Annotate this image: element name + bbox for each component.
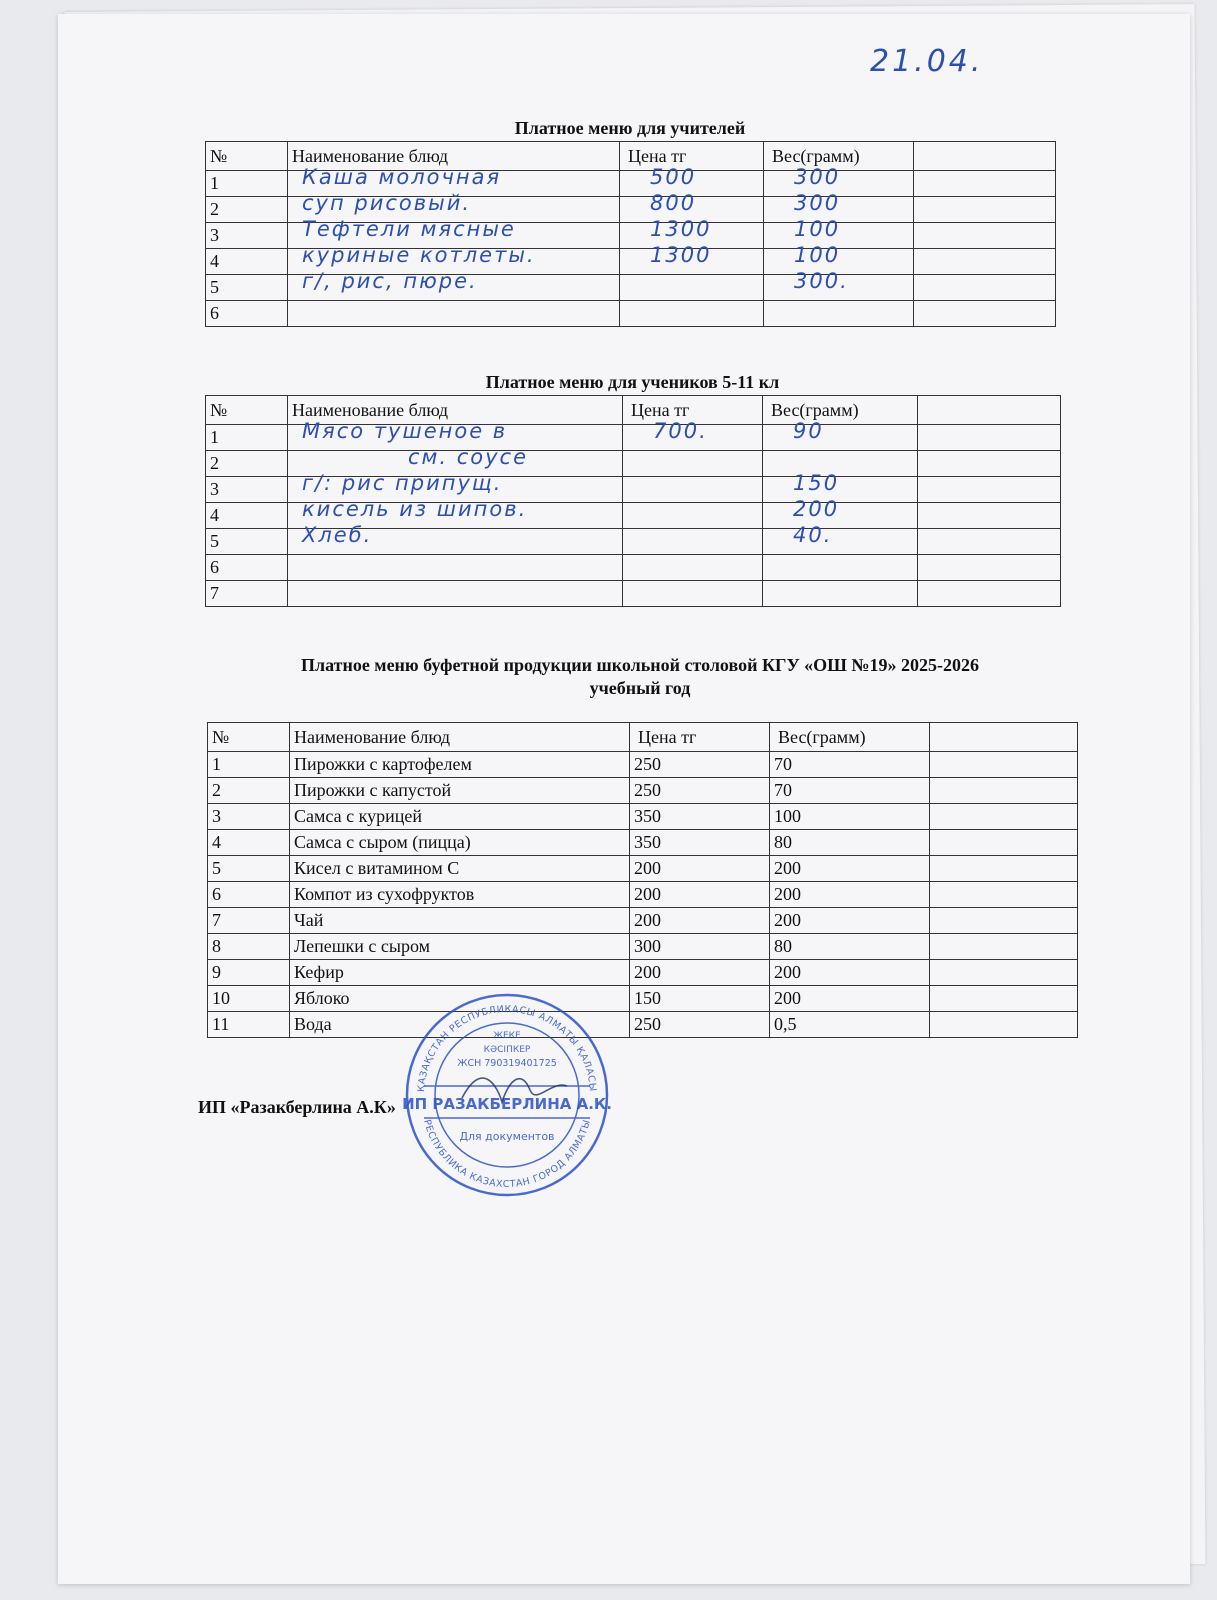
cell-name <box>288 555 623 581</box>
header-cell: № <box>206 396 288 425</box>
cell-price <box>620 243 764 275</box>
cell-n: 6 <box>206 301 288 327</box>
table-row <box>208 1012 1078 1038</box>
cell-empty <box>918 503 1061 529</box>
stamp-line2: КӘСІПКЕР <box>483 1045 531 1055</box>
cell-name: Самса с сыром (пицца) <box>290 830 630 856</box>
cell-weight <box>764 301 914 327</box>
cell-empty <box>930 908 1078 934</box>
cell-weight: 70 <box>770 778 930 804</box>
cell-n: 7 <box>208 908 290 934</box>
cell-empty <box>914 301 1056 327</box>
cell-price <box>623 451 763 477</box>
handwritten-weight: 200 <box>793 497 840 521</box>
cell-name: Вода <box>290 1012 630 1038</box>
cell-empty <box>914 171 1056 197</box>
stamp-line1: ЖЕКЕ <box>493 1031 521 1041</box>
handwritten-name: г/, рис, пюре. <box>302 269 478 293</box>
header-cell <box>918 396 1061 425</box>
handwritten-name: суп рисовый. <box>302 191 472 215</box>
header-cell: Вес(грамм) <box>764 142 914 171</box>
handwritten-weight: 150 <box>793 471 840 495</box>
cell-n: 3 <box>208 804 290 830</box>
cell-n: 2 <box>206 451 288 477</box>
cell-n: 7 <box>206 581 288 607</box>
cell-n: 11 <box>208 1012 290 1038</box>
header-cell: Цена тг <box>623 396 763 425</box>
cell-n: 4 <box>206 249 288 275</box>
round-stamp-icon <box>402 990 612 1200</box>
header-cell: Наименование блюд <box>288 142 620 171</box>
cell-weight: 200 <box>770 908 930 934</box>
header-row <box>208 723 1078 752</box>
cell-empty <box>930 856 1078 882</box>
cell-empty <box>930 804 1078 830</box>
cell-price <box>623 419 763 451</box>
cell-n: 1 <box>208 752 290 778</box>
cell-name: Компот из сухофруктов <box>290 882 630 908</box>
cell-empty <box>918 451 1061 477</box>
header-cell <box>914 142 1056 171</box>
handwritten-name: Мясо тушеное в <box>302 419 508 443</box>
cell-empty <box>930 830 1078 856</box>
cell-price <box>620 301 764 327</box>
cell-name: Яблоко <box>290 986 630 1012</box>
table-row <box>208 960 1078 986</box>
cell-name: Чай <box>290 908 630 934</box>
cell-price: 200 <box>630 856 770 882</box>
cell-price: 200 <box>630 908 770 934</box>
handwritten-name: Тефтели мясные <box>302 217 516 241</box>
cell-n: 4 <box>206 503 288 529</box>
cell-empty <box>930 1012 1078 1038</box>
header-cell: Вес(грамм) <box>763 396 918 425</box>
cell-empty <box>914 275 1056 301</box>
stamp-outer-top-text: ҚАЗАҚСТАН РЕСПУБЛИКАСЫ АЛМАТЫ ҚАЛАСЫ <box>415 1003 599 1093</box>
handwritten-name: см. соусе <box>408 445 529 469</box>
handwritten-weight: 90 <box>793 419 824 443</box>
cell-price: 150 <box>630 986 770 1012</box>
cell-n: 1 <box>206 425 288 451</box>
cell-n: 2 <box>208 778 290 804</box>
cell-price <box>623 529 763 555</box>
cell-weight: 100 <box>770 804 930 830</box>
handwritten-weight: 100 <box>794 217 841 241</box>
signer-label: ИП «Разакберлина А.К» <box>198 1097 396 1117</box>
cell-name: Лепешки с сыром <box>290 934 630 960</box>
cell-empty <box>918 425 1061 451</box>
cell-n: 2 <box>206 197 288 223</box>
cell-empty <box>930 934 1078 960</box>
handwritten-price: 800 <box>650 191 697 215</box>
buffet-menu-title-line2: учебный год <box>589 678 691 698</box>
table-row <box>206 529 1061 555</box>
stamp-purpose: Для документов <box>459 1130 555 1143</box>
cell-name: Кисел с витамином С <box>290 856 630 882</box>
cell-name <box>288 581 623 607</box>
table-row <box>206 275 1056 301</box>
cell-empty <box>930 882 1078 908</box>
header-cell: Наименование блюд <box>290 723 630 752</box>
cell-n: 5 <box>206 529 288 555</box>
table-row <box>208 830 1078 856</box>
buffet-menu-table <box>207 722 1078 1038</box>
handwritten-name: куриные котлеты. <box>302 243 536 267</box>
table-row <box>208 804 1078 830</box>
cell-name: Пирожки с капустой <box>290 778 630 804</box>
cell-price: 350 <box>630 804 770 830</box>
table-row <box>208 882 1078 908</box>
table-row <box>208 908 1078 934</box>
table-row <box>206 581 1061 607</box>
handwritten-price: 1300 <box>650 217 712 241</box>
cell-name <box>288 523 623 555</box>
handwritten-price: 700. <box>653 419 708 443</box>
cell-empty <box>918 529 1061 555</box>
cell-weight: 80 <box>770 934 930 960</box>
handwritten-price: 1300 <box>650 243 712 267</box>
cell-n: 1 <box>206 171 288 197</box>
cell-price: 200 <box>630 882 770 908</box>
header-cell <box>930 723 1078 752</box>
cell-empty <box>914 223 1056 249</box>
cell-weight <box>763 497 918 529</box>
cell-price: 200 <box>630 960 770 986</box>
cell-weight: 200 <box>770 856 930 882</box>
cell-weight: 70 <box>770 752 930 778</box>
stamp-outer-bottom-text: РЕСПУБЛИКА КАЗАХСТАН ГОРОД АЛМАТЫ <box>421 1118 593 1191</box>
students-menu-title: Платное меню для учеников 5-11 кл <box>485 372 780 392</box>
stamp-line3: ЖСН 790319401725 <box>457 1058 557 1069</box>
cell-weight <box>763 471 918 503</box>
cell-n: 10 <box>208 986 290 1012</box>
cell-weight <box>763 451 918 477</box>
cell-weight: 200 <box>770 960 930 986</box>
cell-empty <box>918 555 1061 581</box>
cell-name: Самса с курицей <box>290 804 630 830</box>
handwritten-price: 500 <box>650 165 697 189</box>
cell-weight <box>763 555 918 581</box>
table-row <box>206 425 1061 451</box>
cell-weight: 200 <box>770 986 930 1012</box>
cell-n: 3 <box>206 477 288 503</box>
table-row <box>206 301 1056 327</box>
table-row <box>206 555 1061 581</box>
teachers-menu-title: Платное меню для учителей <box>514 118 746 138</box>
cell-n: 9 <box>208 960 290 986</box>
handwritten-weight: 300 <box>794 191 841 215</box>
cell-empty <box>930 986 1078 1012</box>
cell-price: 250 <box>630 1012 770 1038</box>
header-cell: Цена тг <box>630 723 770 752</box>
cell-weight: 0,5 <box>770 1012 930 1038</box>
cell-n: 4 <box>208 830 290 856</box>
cell-empty <box>918 477 1061 503</box>
cell-n: 6 <box>206 555 288 581</box>
handwritten-weight: 40. <box>793 523 833 547</box>
cell-price <box>623 477 763 503</box>
cell-price: 350 <box>630 830 770 856</box>
header-cell: № <box>206 142 288 171</box>
cell-empty <box>918 581 1061 607</box>
cell-price <box>623 503 763 529</box>
cell-weight: 80 <box>770 830 930 856</box>
header-cell: Цена тг <box>620 142 764 171</box>
handwritten-name: Каша молочная <box>302 165 502 189</box>
cell-n: 5 <box>208 856 290 882</box>
cell-price <box>623 581 763 607</box>
cell-empty <box>914 249 1056 275</box>
cell-name <box>288 301 620 327</box>
handwritten-date: 21.04. <box>870 44 984 79</box>
table-row <box>208 986 1078 1012</box>
cell-weight <box>763 523 918 555</box>
table-row <box>208 934 1078 960</box>
cell-price <box>623 555 763 581</box>
cell-name <box>288 269 620 301</box>
handwritten-weight: 100 <box>794 243 841 267</box>
cell-weight: 200 <box>770 882 930 908</box>
cell-name: Кефир <box>290 960 630 986</box>
students-menu-table <box>205 395 1061 607</box>
handwritten-name: Хлеб. <box>302 523 373 547</box>
teachers-menu-table <box>205 141 1056 327</box>
cell-n: 5 <box>206 275 288 301</box>
cell-n: 8 <box>208 934 290 960</box>
cell-price: 250 <box>630 778 770 804</box>
table-row <box>208 752 1078 778</box>
header-cell: Вес(грамм) <box>770 723 930 752</box>
cell-weight <box>763 419 918 451</box>
header-cell: № <box>208 723 290 752</box>
cell-n: 3 <box>206 223 288 249</box>
cell-price: 300 <box>630 934 770 960</box>
cell-price: 250 <box>630 752 770 778</box>
cell-price <box>620 275 764 301</box>
table-row <box>208 856 1078 882</box>
handwritten-weight: 300. <box>794 269 849 293</box>
stamp-name: ИП РАЗАКБЕРЛИНА А.К. <box>402 1095 612 1113</box>
header-cell: Наименование блюд <box>288 396 623 425</box>
cell-empty <box>930 778 1078 804</box>
handwritten-name: г/: рис припущ. <box>302 471 503 495</box>
buffet-menu-title-line1: Платное меню буфетной продукции школьной столовой КГУ «ОШ №19» 2025-2026 <box>300 655 980 675</box>
cell-empty <box>914 197 1056 223</box>
cell-empty <box>930 960 1078 986</box>
cell-empty <box>930 752 1078 778</box>
handwritten-name: кисель из шипов. <box>302 497 528 521</box>
cell-weight <box>764 269 914 301</box>
table-row <box>208 778 1078 804</box>
handwritten-weight: 300 <box>794 165 841 189</box>
cell-weight <box>763 581 918 607</box>
cell-n: 6 <box>208 882 290 908</box>
cell-name: Пирожки с картофелем <box>290 752 630 778</box>
